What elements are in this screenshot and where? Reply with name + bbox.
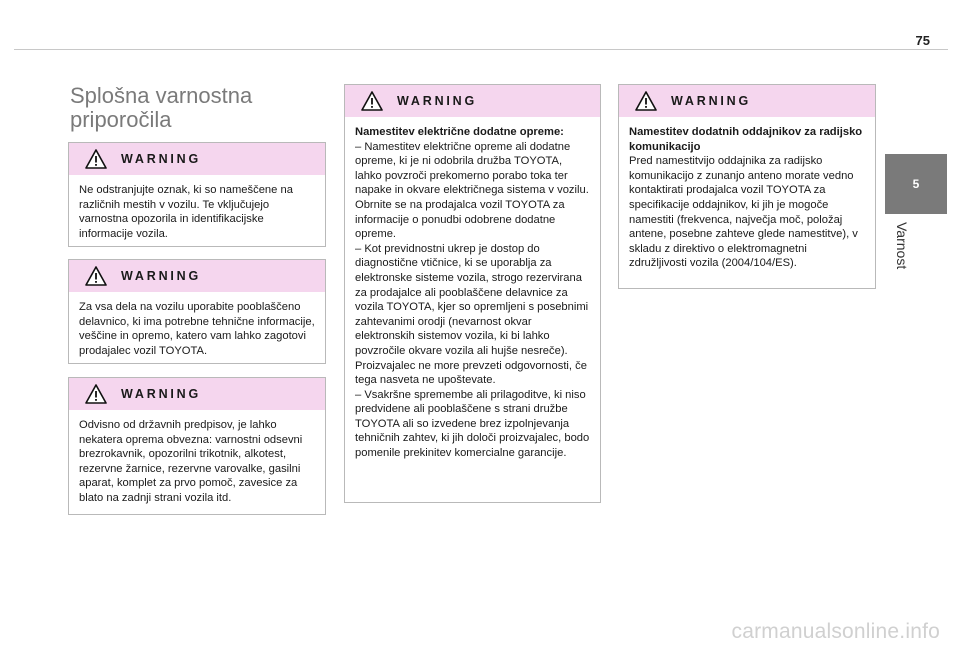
warning-title: WARNING	[397, 94, 478, 108]
chapter-number: 5	[912, 177, 920, 191]
chapter-tab[interactable]	[885, 154, 947, 214]
warning-box-radio	[618, 84, 876, 289]
warning-body	[345, 117, 600, 469]
warning-triangle-icon	[85, 266, 107, 286]
warning-text: Ne odstranjujte oznak, ki so nameščene na različnih mestih v vozilu. Te vključujejo varnostna opozorila in identifikacijske informacije vozila.	[79, 184, 293, 240]
warning-heading: Namestitev električne dodatne opreme:	[355, 126, 564, 138]
warning-header	[69, 143, 325, 175]
warning-title: WARNING	[121, 387, 202, 401]
warning-header	[69, 260, 325, 292]
warning-title: WARNING	[671, 94, 752, 108]
warning-paragraph: – Vsakršne spremembe ali prilagoditve, ki niso predvidene ali pooblaščene s strani družbe TOYOTA ali so izvedene brez izpolnjevanja tehničnih zahtev, ki jih določi proizvajalec, bodo pomenile prekinitev komercialne garancije.	[355, 388, 590, 460]
page-number: 75	[915, 33, 930, 48]
section-title-line2: priporočila	[70, 107, 172, 132]
section-title-line1: Splošna varnostna	[70, 83, 253, 108]
warning-title: WARNING	[121, 152, 202, 166]
warning-triangle-icon	[85, 384, 107, 404]
warning-title: WARNING	[121, 269, 202, 283]
warning-box-equipment	[68, 377, 326, 515]
chapter-label: Varnost	[894, 222, 910, 270]
warning-text: Odvisno od državnih predpisov, je lahko nekatera oprema obvezna: varnostni odsevni brezrokavnik, opozorilni trikotnik, alkotest, rezervne žarnice, rezervne varovalke, gasilni aparat, komplet za prvo pomoč, zavesice za blato na zadnji strani vozila itd.	[79, 419, 303, 504]
warning-text: Za vsa dela na vozilu uporabite pooblaščeno delavnico, ki ima potrebne tehnične informacije, veščine in opremo, katero vam lahko zagotovi prodajalec vozil TOYOTA.	[79, 301, 315, 357]
warning-triangle-icon	[85, 149, 107, 169]
warning-box-workshop	[68, 259, 326, 364]
warning-triangle-icon	[635, 91, 657, 111]
warning-paragraph: – Namestitev električne opreme ali dodatne opreme, ki je ni odobrila družba TOYOTA, lahko povzroči prekomerno porabo toka ter napake in okvare električnega sistema v vozilu. Obrnite se na prodajalca vozil TOYOTA za informacije o ponudbi odobrene dodatne opreme.	[355, 140, 589, 241]
warning-header	[69, 378, 325, 410]
watermark: carmanualsonline.info	[731, 620, 940, 643]
header-rule	[14, 49, 948, 50]
warning-header	[345, 85, 600, 117]
warning-paragraph: – Kot previdnostni ukrep je dostop do diagnostične vtičnice, ki se uporablja za elektronske sisteme vozila, strogo rezervirana za prodajalce ali pooblaščene delavnice za vozila TOYOTA, kjer so opremljeni s posebnimi zahtevanimi orodji (nevarnost okvar elektronskih sistemov vozila, ki bi lahko povzročile okvare vozila ali hujše nesreče). Proizvajalec ne more prevzeti odgovornosti, če tega nasveta ne upoštevate.	[355, 242, 589, 387]
warning-heading: Namestitev dodatnih oddajnikov za radijsko komunikacijo	[629, 126, 863, 153]
warning-header	[619, 85, 875, 117]
warning-text: Pred namestitvijo oddajnika za radijsko komunikacijo z zunanjo anteno morate vedno kontaktirati prodajalca vozil TOYOTA za specifikacije oddajnikov, ki jih je mogoče namestiti (frekvenca, največja moč, položaj antene, posebne zahteve glede namestitve), v skladu z direktivo o elektromagnetni združljivosti vozila (2004/104/ES).	[629, 155, 858, 270]
warning-box-electrical	[344, 84, 601, 503]
warning-body	[619, 117, 875, 279]
warning-triangle-icon	[361, 91, 383, 111]
warning-box-labels	[68, 142, 326, 247]
warning-body	[69, 175, 325, 249]
warning-body	[69, 292, 325, 366]
section-title	[70, 84, 320, 132]
chapter-label-container	[880, 222, 920, 302]
warning-body	[69, 410, 325, 514]
